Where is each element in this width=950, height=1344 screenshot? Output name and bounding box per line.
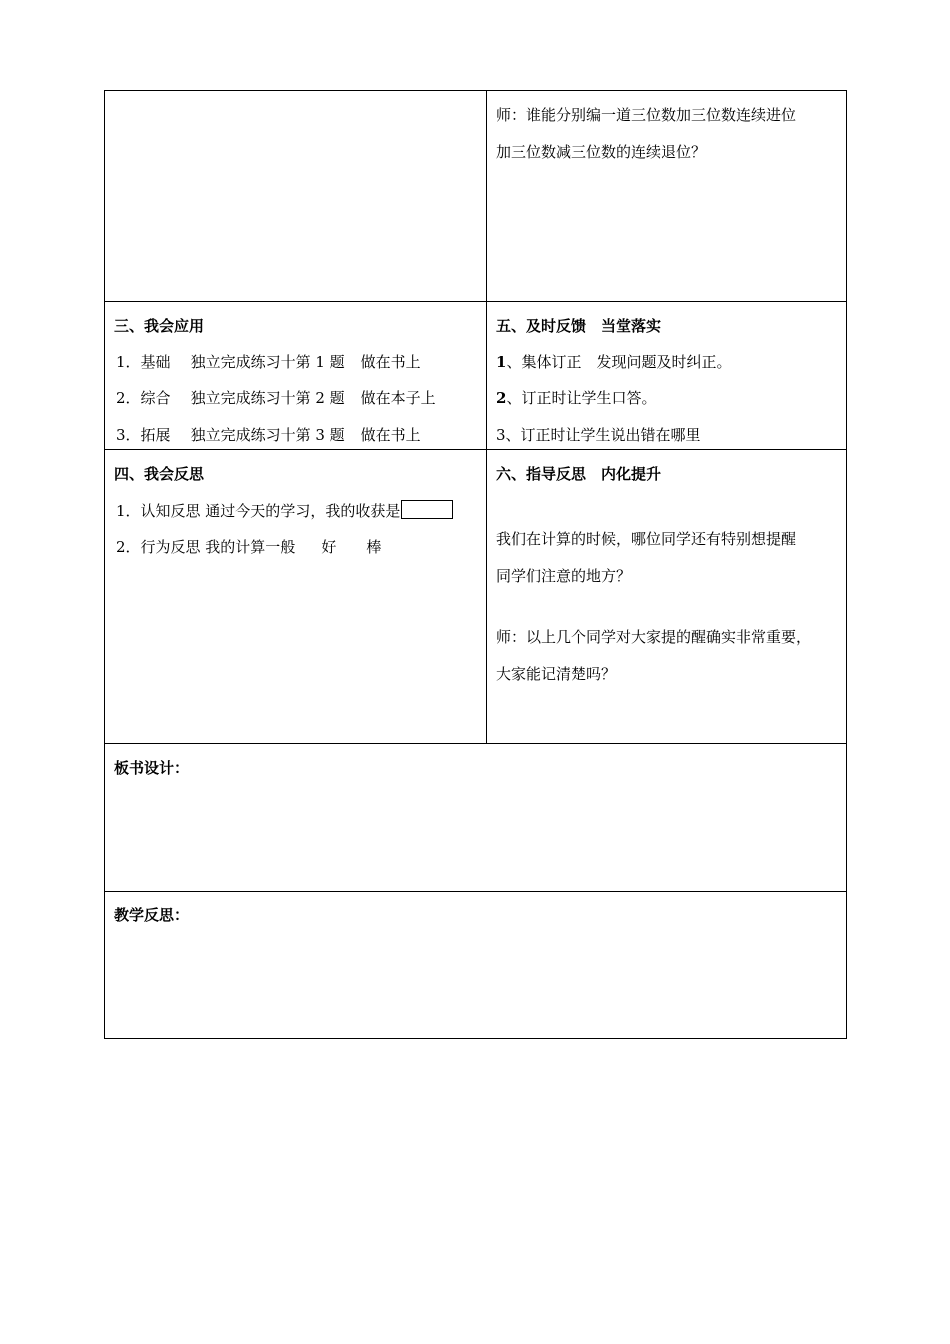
feedback-item-3 <box>496 425 701 445</box>
apply-item-task: 独立完成练习十第 2 题 <box>190 389 345 407</box>
apply-item-name: 拓展 <box>140 426 171 444</box>
apply-item-2 <box>116 388 436 408</box>
feedback-item-text: 、订正时让学生口答。 <box>506 389 657 407</box>
reflect-option-good: 好 <box>321 538 337 556</box>
feedback-item-number: 2 <box>496 389 507 407</box>
apply-item-number: 2． <box>116 389 141 407</box>
apply-item-name: 基础 <box>140 353 171 371</box>
teaching-reflection-cell <box>105 892 847 1038</box>
board-design-cell <box>105 744 847 891</box>
teacher-question-line-1: 师：谁能分别编一道三位数加三位数连续进位 <box>496 106 797 124</box>
reflect-section-heading: 四、我会反思 <box>114 465 205 483</box>
feedback-section-cell <box>487 302 847 449</box>
reflect-section-cell <box>105 450 486 743</box>
answer-blank-box[interactable] <box>401 500 453 519</box>
teacher-question-line-2: 加三位数减三位数的连续退位？ <box>496 143 707 161</box>
guidance-para-1-line-2: 同学们注意的地方？ <box>496 567 632 585</box>
guidance-section-cell <box>487 450 847 743</box>
feedback-section-heading: 五、及时反馈 当堂落实 <box>496 317 662 335</box>
apply-item-name: 综合 <box>140 389 171 407</box>
apply-item-number: 3． <box>116 426 141 444</box>
apply-item-where: 做在本子上 <box>360 389 436 407</box>
apply-item-task: 独立完成练习十第 3 题 <box>190 426 345 444</box>
feedback-item-1 <box>496 352 731 372</box>
apply-item-3 <box>116 425 421 445</box>
reflect-item-2 <box>116 537 381 557</box>
board-design-label: 板书设计： <box>114 759 190 777</box>
guidance-para-2-line-2: 大家能记清楚吗？ <box>496 665 617 683</box>
reflect-item-1 <box>116 500 453 521</box>
feedback-item-text: 3、订正时让学生说出错在哪里 <box>496 426 701 444</box>
feedback-item-number: 1 <box>496 353 507 371</box>
feedback-item-2 <box>496 388 656 408</box>
apply-section-cell <box>105 302 486 449</box>
guidance-section-heading: 六、指导反思 内化提升 <box>496 465 662 483</box>
apply-item-task: 独立完成练习十第 1 题 <box>190 353 345 371</box>
apply-section-heading: 三、我会应用 <box>114 317 205 335</box>
guidance-para-1-line-1: 我们在计算的时候，哪位同学还有特别想提醒 <box>496 530 797 548</box>
guidance-para-2-line-1: 师：以上几个同学对大家提的醒确实非常重要， <box>496 628 812 646</box>
reflect-item-2-text: 2．行为反思 我的计算一般 <box>116 538 296 556</box>
apply-item-1 <box>116 352 421 372</box>
apply-item-where: 做在书上 <box>360 353 421 371</box>
reflect-option-great: 棒 <box>366 538 382 556</box>
feedback-item-text: 、集体订正 发现问题及时纠正。 <box>506 353 732 371</box>
reflect-item-1-text: 1．认知反思 通过今天的学习，我的收获是 <box>116 502 401 520</box>
teacher-question-cell <box>487 91 847 301</box>
apply-item-where: 做在书上 <box>360 426 421 444</box>
teaching-reflection-label: 教学反思： <box>114 906 190 924</box>
apply-item-number: 1． <box>116 353 141 371</box>
lesson-plan-table <box>104 90 847 1039</box>
